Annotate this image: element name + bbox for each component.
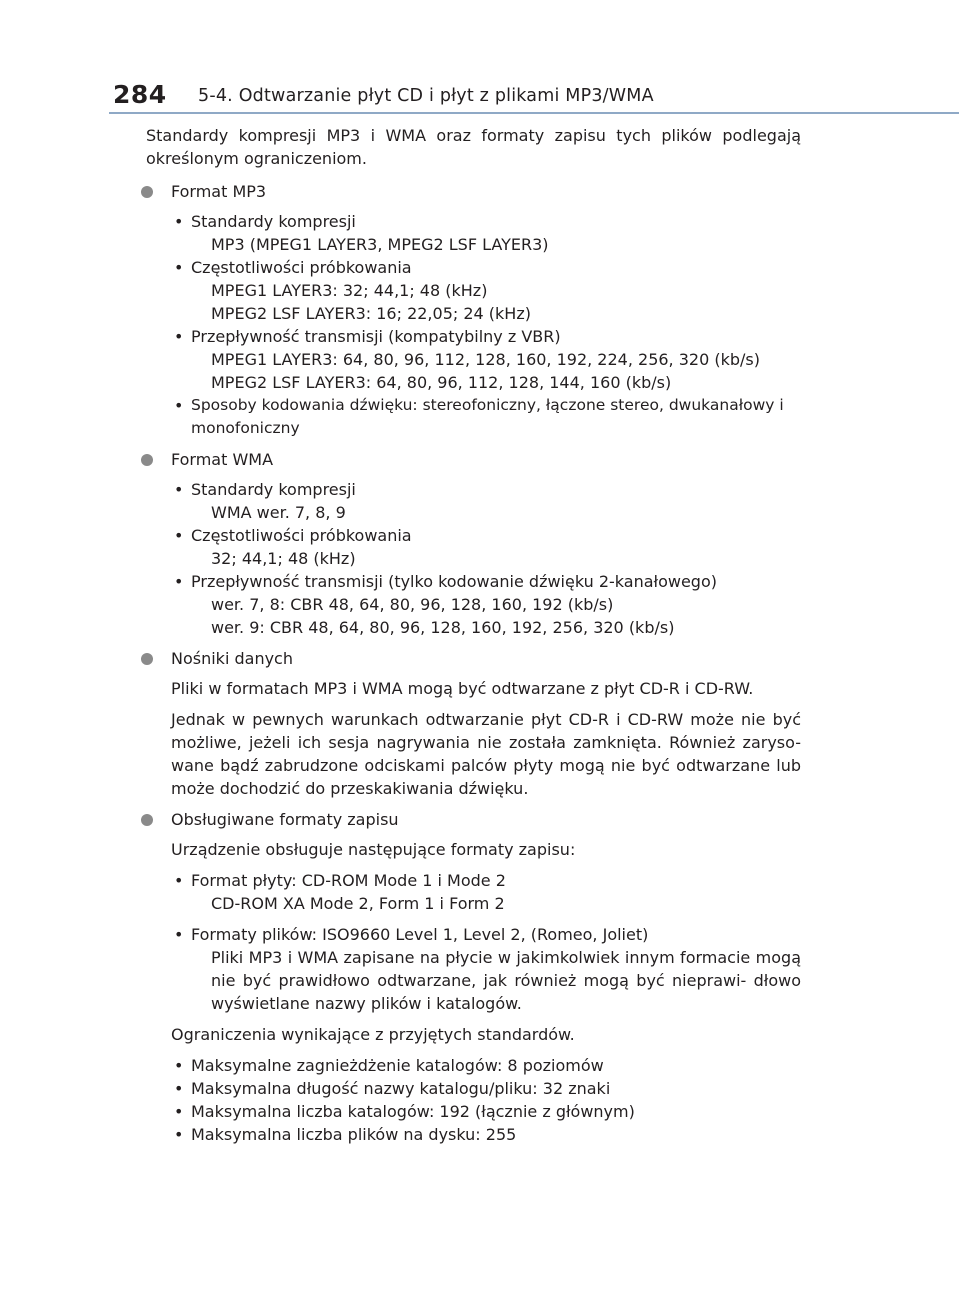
list-item	[171, 570, 801, 639]
section-formats-heading	[146, 808, 801, 831]
disc-format-cont: CD-ROM XA Mode 2, Form 1 i Form 2	[211, 894, 505, 913]
wma-list	[171, 478, 801, 639]
list-item	[171, 478, 801, 524]
list-item	[171, 256, 801, 325]
list-item	[171, 923, 801, 1015]
list-item	[171, 1077, 801, 1100]
limit-item: Maksymalna długość nazwy katalogu/pliku: 32 znaki	[191, 1079, 611, 1098]
section-wma-title: Format WMA	[171, 450, 274, 469]
bullet-mark: •	[174, 1125, 184, 1144]
formats-list	[171, 869, 801, 1015]
page-header	[0, 0, 960, 118]
section-media-title: Nośniki danych	[171, 649, 293, 668]
section-bullet-icon	[141, 814, 153, 826]
mp3-sampling-label: Częstotliwości próbkowania	[191, 258, 412, 277]
wma-bitrate-v78: wer. 7, 8: CBR 48, 64, 80, 96, 128, 160, 192 (kb/s)	[211, 595, 614, 614]
mp3-sampling-mpeg2: MPEG2 LSF LAYER3: 16; 22,05; 24 (kHz)	[211, 304, 531, 323]
page-number: 284	[113, 80, 167, 109]
wma-bitrate-v9: wer. 9: CBR 48, 64, 80, 96, 128, 160, 192, 256, 320 (kb/s)	[211, 618, 675, 637]
list-item	[171, 210, 801, 256]
list-item	[171, 1054, 801, 1077]
bullet-mark: •	[174, 212, 184, 231]
limit-item: Maksymalne zagnieżdżenie katalogów: 8 poziomów	[191, 1056, 604, 1075]
bullet-mark: •	[174, 1079, 184, 1098]
mp3-bitrate-mpeg2: MPEG2 LSF LAYER3: 64, 80, 96, 112, 128, 144, 160 (kb/s)	[211, 373, 672, 392]
section-title: 5-4. Odtwarzanie płyt CD i płyt z plikami MP3/WMA	[198, 86, 654, 106]
mp3-sampling-mpeg1: MPEG1 LAYER3: 32; 44,1; 48 (kHz)	[211, 281, 488, 300]
mp3-modes: Sposoby kodowania dźwięku: stereofoniczny, łączone stereo, dwukanałowy i monofoniczny	[191, 396, 784, 437]
bullet-mark: •	[174, 572, 184, 591]
bullet-mark: •	[174, 925, 184, 944]
header-rule	[109, 112, 959, 114]
bullet-mark: •	[174, 1056, 184, 1075]
bullet-mark: •	[174, 327, 184, 346]
wma-compression-label: Standardy kompresji	[191, 480, 356, 499]
bullet-mark: •	[174, 526, 184, 545]
bullet-mark: •	[174, 396, 184, 415]
media-paragraph-2: Jednak w pewnych warunkach odtwarzanie płyt CD-R i CD-RW może nie być możliwe, jeżeli ich sesja nagrywania nie została zamknięta. Również zaryso- wane bądź zabrudzone odciskami palców płyty mogą nie być odtwarzane lub może dochodzić do przeskakiwania dźwięku.	[171, 710, 801, 798]
file-formats-note: Pliki MP3 i WMA zapisane na płycie w jakimkolwiek innym formacie mogą nie być prawidłowo odtwarzane, jak również mogą być nieprawi- dłowo wyświetlane nazwy plików i katalogów.	[211, 948, 801, 1013]
list-item	[171, 394, 801, 440]
section-bullet-icon	[141, 186, 153, 198]
wma-compression-value: WMA wer. 7, 8, 9	[211, 503, 346, 522]
bullet-mark: •	[174, 871, 184, 890]
section-mp3-title: Format MP3	[171, 182, 267, 201]
formats-intro: Urządzenie obsługuje następujące formaty zapisu:	[171, 840, 576, 859]
section-bullet-icon	[141, 454, 153, 466]
list-item	[171, 1100, 801, 1123]
limit-item: Maksymalna liczba plików na dysku: 255	[191, 1125, 517, 1144]
wma-bitrate-label: Przepływność transmisji (tylko kodowanie dźwięku 2-kanałowego)	[191, 572, 717, 591]
wma-sampling-label: Częstotliwości próbkowania	[191, 526, 412, 545]
wma-sampling-value: 32; 44,1; 48 (kHz)	[211, 549, 356, 568]
mp3-list	[171, 210, 801, 440]
mp3-compression-value: MP3 (MPEG1 LAYER3, MPEG2 LSF LAYER3)	[211, 235, 549, 254]
media-paragraph-1: Pliki w formatach MP3 i WMA mogą być odtwarzane z płyt CD-R i CD-RW.	[171, 679, 754, 698]
limit-item: Maksymalna liczba katalogów: 192 (łącznie z głównym)	[191, 1102, 635, 1121]
limits-list	[171, 1054, 801, 1146]
list-item	[171, 869, 801, 915]
section-bullet-icon	[141, 653, 153, 665]
list-item	[171, 325, 801, 394]
file-formats: Formaty plików: ISO9660 Level 1, Level 2, (Romeo, Joliet)	[191, 925, 649, 944]
mp3-compression-label: Standardy kompresji	[191, 212, 356, 231]
mp3-bitrate-label: Przepływność transmisji (kompatybilny z VBR)	[191, 327, 561, 346]
section-wma-heading	[146, 448, 801, 471]
bullet-mark: •	[174, 480, 184, 499]
disc-format: Format płyty: CD-ROM Mode 1 i Mode 2	[191, 871, 506, 890]
limits-intro: Ograniczenia wynikające z przyjętych standardów.	[171, 1025, 575, 1044]
page-content	[146, 124, 801, 1146]
bullet-mark: •	[174, 1102, 184, 1121]
list-item	[171, 524, 801, 570]
list-item	[171, 1123, 801, 1146]
section-mp3-heading	[146, 180, 801, 203]
section-media-heading	[146, 647, 801, 670]
section-formats-title: Obsługiwane formaty zapisu	[171, 810, 399, 829]
mp3-bitrate-mpeg1: MPEG1 LAYER3: 64, 80, 96, 112, 128, 160, 192, 224, 256, 320 (kb/s)	[211, 350, 760, 369]
intro-paragraph: Standardy kompresji MP3 i WMA oraz formaty zapisu tych plików podlegają określonym ograniczeniom.	[146, 126, 801, 168]
bullet-mark: •	[174, 258, 184, 277]
